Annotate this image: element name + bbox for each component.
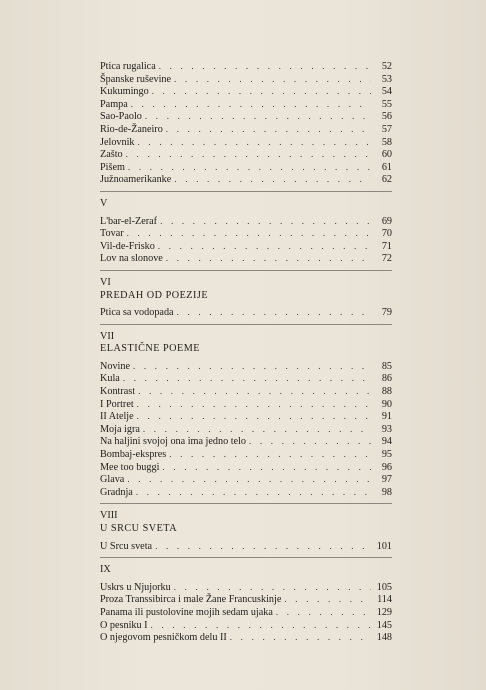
toc-entry-page: 71: [381, 240, 392, 252]
toc-entry-page: 54: [381, 86, 392, 98]
toc-entry-title: Vil-de-Frisko: [100, 240, 155, 252]
dot-leader: [137, 410, 371, 423]
toc-entry-page: 148: [376, 632, 392, 644]
toc-entry-page: 91: [381, 411, 392, 423]
toc-entry: [100, 360, 392, 373]
toc-entry-title: Ptica sa vodopada: [100, 307, 174, 319]
toc-entry: [100, 593, 392, 606]
dot-leader: [166, 252, 371, 265]
toc-entry: [100, 240, 392, 253]
toc-entry-page: 90: [381, 398, 392, 410]
dot-leader: [128, 161, 371, 174]
dot-leader: [159, 60, 371, 73]
toc-entry-page: 85: [381, 360, 392, 372]
toc-entry-page: 69: [381, 215, 392, 227]
dot-leader: [136, 486, 371, 499]
dot-leader: [151, 619, 371, 632]
toc-entry: [100, 372, 392, 385]
toc-entry-title: Južnoamerikanke: [100, 174, 172, 186]
toc-entry: [100, 410, 392, 423]
toc-entry-title: Panama ili pustolovine mojih sedam ujaka: [100, 606, 273, 618]
toc-entry: [100, 435, 392, 448]
toc-entry-page: 101: [376, 540, 392, 552]
dot-leader: [174, 173, 371, 186]
toc-entry: [100, 98, 392, 111]
toc-entry: [100, 473, 392, 486]
toc-entry: [100, 252, 392, 265]
toc-entry-title: I Portret: [100, 398, 134, 410]
toc-entry: [100, 173, 392, 186]
toc-entry-title: Novine: [100, 360, 130, 372]
toc-entry: [100, 215, 392, 228]
toc-entry: [100, 448, 392, 461]
toc-entry: [100, 619, 392, 632]
section-divider: [100, 324, 392, 325]
dot-leader: [138, 385, 371, 398]
section-divider: [100, 557, 392, 558]
toc-entry-title: Kukumingo: [100, 86, 149, 98]
toc-entry-title: L'bar-el-Zeraf: [100, 215, 158, 227]
toc-entry: [100, 398, 392, 411]
dot-leader: [143, 423, 371, 436]
toc-entry-page: 94: [381, 436, 392, 448]
toc-entry-page: 79: [381, 307, 392, 319]
toc-entry: [100, 123, 392, 136]
dot-leader: [174, 581, 371, 594]
toc-entry-title: Kula: [100, 373, 120, 385]
toc-entry-page: 58: [381, 136, 392, 148]
toc-entry-title: Zašto: [100, 149, 123, 161]
toc-entry: [100, 60, 392, 73]
toc-entry-title: U Srcu sveta: [100, 540, 153, 552]
dot-leader: [127, 227, 371, 240]
section-title: ELASTIČNE POEME: [100, 343, 201, 355]
section-divider: [100, 503, 392, 504]
toc-entry: [100, 148, 392, 161]
toc-entry-title: Lov na slonove: [100, 253, 163, 265]
toc-entry-page: 62: [381, 174, 392, 186]
toc-entry: [100, 461, 392, 474]
toc-entry: [100, 136, 392, 149]
toc-entry-page: 56: [381, 111, 392, 123]
toc-entry-title: Glava: [100, 474, 125, 486]
section-number: V: [100, 197, 108, 209]
toc-entry-page: 114: [377, 594, 392, 606]
toc-entry-page: 61: [381, 161, 392, 173]
toc-entry-title: Na haljini svojoj ona ima jedno telo: [100, 436, 246, 448]
toc-entry-page: 60: [381, 149, 392, 161]
toc-entry-page: 57: [381, 123, 392, 135]
dot-leader: [127, 473, 371, 486]
toc-entry-page: 52: [381, 61, 392, 72]
dot-leader: [174, 73, 371, 86]
dot-leader: [152, 85, 371, 98]
section-number: VIII: [100, 510, 118, 522]
toc-entry-page: 70: [381, 228, 392, 240]
toc-entry-page: 55: [381, 98, 392, 110]
dot-leader: [169, 448, 371, 461]
toc-entry-title: Kontrast: [100, 386, 136, 398]
section-title: U SRCU SVETA: [100, 523, 178, 534]
toc-entry-title: Sao-Paolo: [100, 111, 142, 123]
dot-leader: [284, 593, 371, 606]
toc-entry-title: Pišem: [100, 161, 125, 173]
toc-entry: [100, 606, 392, 619]
dot-leader: [123, 372, 371, 385]
toc-entry-title: Mee too buggi: [100, 461, 160, 473]
toc-entry-page: 96: [381, 461, 392, 473]
toc-entry: [100, 423, 392, 436]
section-number: IX: [100, 564, 111, 576]
toc-entry-title: II Atelje: [100, 411, 134, 423]
toc-entry-page: 93: [381, 423, 392, 435]
toc-entry-title: Španske ruševine: [100, 73, 172, 85]
toc-entry-page: 53: [381, 73, 392, 85]
toc-entry-title: Ptica rugalica: [100, 61, 156, 72]
toc-entry-page: 97: [381, 474, 392, 486]
toc-entry: [100, 227, 392, 240]
toc-entry-page: 86: [381, 373, 392, 385]
dot-leader: [158, 240, 371, 253]
toc-entry: [100, 385, 392, 398]
toc-entry-title: Pampa: [100, 98, 128, 110]
dot-leader: [138, 136, 371, 149]
dot-leader: [166, 123, 371, 136]
toc-entry: [100, 85, 392, 98]
toc-entry-title: Proza Transsibirca i male Žane Francuskinje: [100, 594, 282, 606]
toc-entry-page: 72: [381, 253, 392, 265]
dot-leader: [145, 110, 371, 123]
toc-entry: [100, 581, 392, 594]
toc-entry-title: O njegovom pesničkom delu II: [100, 632, 227, 644]
toc-entry-title: Jelovnik: [100, 136, 135, 148]
table-of-contents: [100, 60, 392, 644]
toc-entry-title: Uskrs u Njujorku: [100, 581, 171, 593]
dot-leader: [137, 398, 371, 411]
dot-leader: [126, 148, 371, 161]
toc-entry-page: 98: [381, 486, 392, 498]
dot-leader: [133, 360, 371, 373]
toc-entry-title: Rio-de-Žaneiro: [100, 123, 163, 135]
section-divider: [100, 191, 392, 192]
toc-entry-title: Bombaj-ekspres: [100, 449, 167, 461]
section-number: VI: [100, 276, 111, 288]
dot-leader: [160, 215, 371, 228]
dot-leader: [249, 435, 371, 448]
dot-leader: [276, 606, 371, 619]
dot-leader: [230, 631, 371, 644]
toc-entry-page: 88: [381, 386, 392, 398]
toc-entry: [100, 540, 392, 553]
toc-entry-title: O pesniku I: [100, 619, 148, 631]
dot-leader: [131, 98, 371, 111]
toc-entry: [100, 110, 392, 123]
toc-entry-title: Gradnja: [100, 486, 133, 498]
toc-entry: [100, 73, 392, 86]
toc-entry: [100, 486, 392, 499]
section-number: VII: [100, 330, 115, 342]
toc-entry-page: 145: [376, 619, 392, 631]
toc-entry: [100, 161, 392, 174]
dot-leader: [155, 540, 371, 553]
dot-leader: [177, 306, 371, 319]
toc-entry-title: Tovar: [100, 228, 124, 240]
toc-entry-page: 105: [376, 581, 392, 593]
dot-leader: [162, 461, 371, 474]
section-divider: [100, 270, 392, 271]
toc-entry: [100, 306, 392, 319]
toc-entry-title: Moja igra: [100, 423, 140, 435]
toc-entry-page: 129: [376, 606, 392, 618]
toc-entry: [100, 631, 392, 644]
toc-entry-page: 95: [381, 449, 392, 461]
section-title: PREDAH OD POEZIJE: [100, 289, 209, 301]
